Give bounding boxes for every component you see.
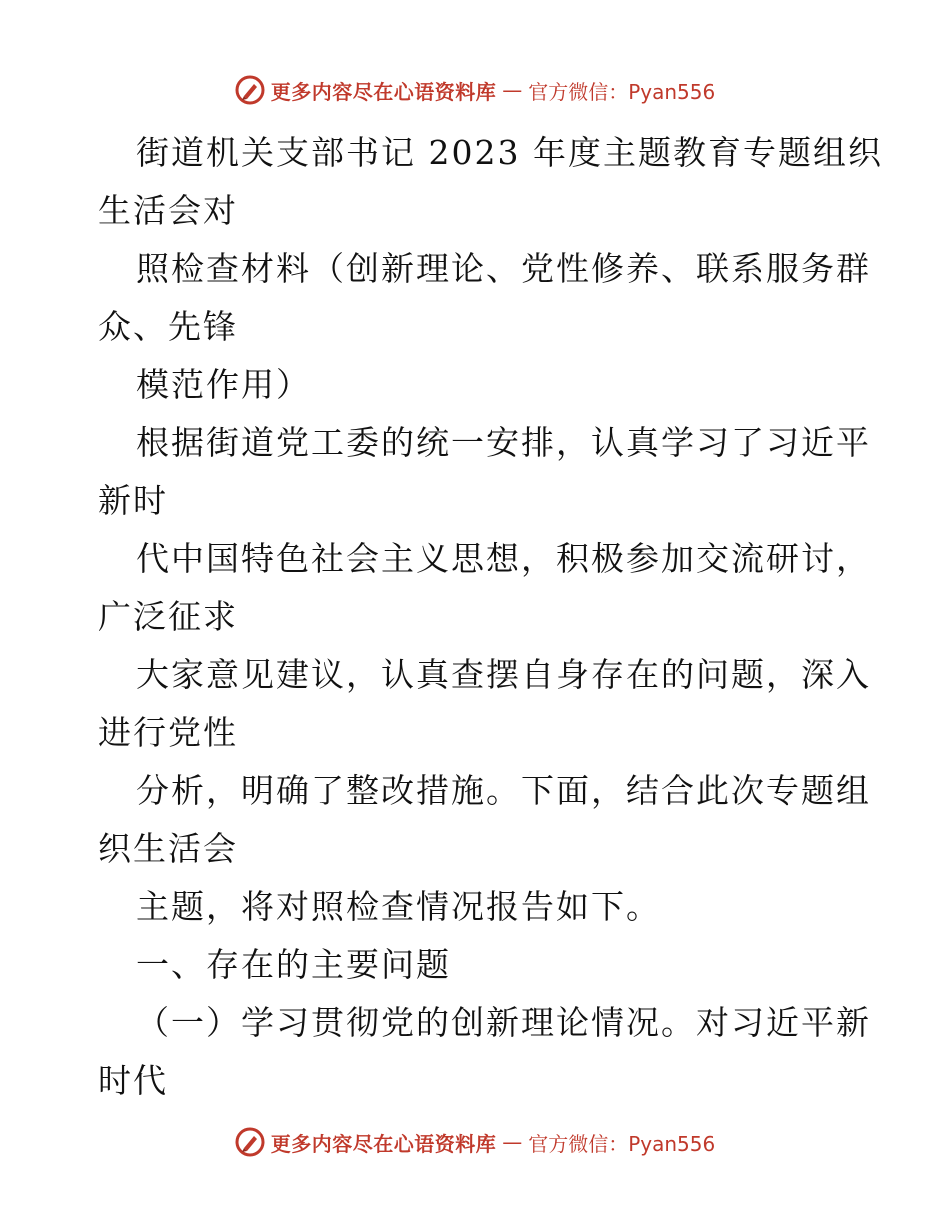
watermark-separator: —: [502, 1130, 523, 1154]
logo-pen-icon: [235, 75, 265, 105]
doc-line: （一）学习贯彻党的创新理论情况。对习近平新: [136, 1003, 871, 1042]
watermark: [235, 75, 716, 105]
doc-line: 主题，将对照检查情况报告如下。: [136, 887, 661, 926]
doc-line: 织生活会: [98, 829, 238, 868]
doc-line: 照检查材料（创新理论、党性修养、联系服务群: [136, 249, 871, 288]
doc-line: 广泛征求: [98, 597, 238, 636]
watermark-text: 更多内容尽在心语资料库: [270, 1131, 497, 1156]
watermark-separator: —: [502, 78, 523, 102]
doc-line: 根据街道党工委的统一安排，认真学习了习近平: [136, 423, 871, 462]
doc-line: 众、先锋: [98, 307, 238, 346]
watermark-contact: 官方微信：Pyan556: [528, 1131, 716, 1156]
footer-watermark: [0, 1122, 950, 1162]
doc-line: 分析，明确了整改措施。下面，结合此次专题组: [136, 771, 871, 810]
doc-line: 一、存在的主要问题: [136, 945, 451, 984]
document-body: [98, 124, 883, 1110]
watermark: [235, 1127, 716, 1157]
header-watermark: [0, 70, 950, 110]
doc-line: 大家意见建议，认真查摆自身存在的问题，深入: [136, 655, 871, 694]
doc-line: 生活会对: [98, 191, 238, 230]
watermark-contact: 官方微信：Pyan556: [528, 79, 716, 104]
doc-line: 代中国特色社会主义思想，积极参加交流研讨，: [136, 539, 871, 578]
doc-line: 进行党性: [98, 713, 238, 752]
watermark-text: 更多内容尽在心语资料库: [270, 79, 497, 104]
logo-pen-icon: [235, 1127, 265, 1157]
doc-line: 街道机关支部书记 2023 年度主题教育专题组织: [136, 133, 883, 172]
doc-line: 模范作用）: [136, 365, 311, 404]
doc-line: 新时: [98, 481, 168, 520]
doc-line: 时代: [98, 1061, 168, 1100]
